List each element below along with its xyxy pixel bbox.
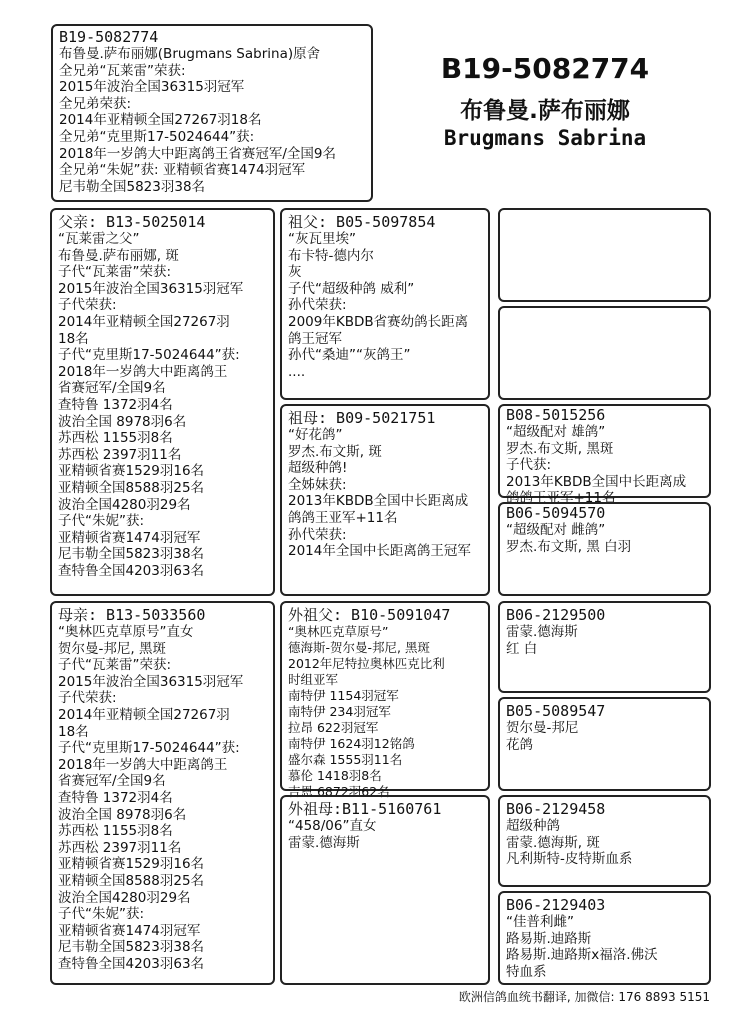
pedigree-line: “458/06”直女 (288, 818, 377, 834)
dam-box (50, 601, 275, 985)
great-grandparent-box-4 (498, 502, 711, 596)
pedigree-line: 2013年KBDB全国中长距离成 (506, 473, 687, 490)
pedigree-line: 拉昂 622羽冠军 (288, 720, 379, 735)
pedigree-line: 布卡特-德内尔 (288, 247, 374, 264)
pedigree-line: “超级配对 雌鸽” (506, 522, 606, 538)
pedigree-line: 超级种鸽 (506, 818, 560, 834)
pedigree-line: 子代“朱妮”获: (58, 906, 145, 923)
pedigree-line: 2014年亚精顿全国27267羽18名 (59, 112, 262, 129)
pedigree-line: 尼韦勒全国5823羽38名 (58, 939, 205, 956)
pedigree-line: 子代“朱妮”获: (58, 513, 145, 530)
pedigree-line: 花鸽 (506, 736, 533, 753)
pedigree-line: 南特伊 1154羽冠军 (288, 688, 399, 703)
pedigree-line: 2014年全国中长距离鸽王冠军 (288, 543, 471, 560)
great-grandparent-box-6 (498, 697, 711, 791)
paternal-granddam-box (280, 404, 490, 596)
great-grandparent-box-2 (498, 306, 711, 400)
pedigree-line: 2009年KBDB省赛幼鸽长距离 (288, 313, 469, 330)
pedigree-line: 查特鲁 1372羽4名 (58, 789, 173, 806)
pedigree-line: 亚精顿省赛1474羽冠军 (58, 529, 201, 546)
pedigree-line: 南特伊 234羽冠军 (288, 704, 391, 719)
maternal-grandsire-box (280, 601, 490, 799)
ring-number-heading: 祖母: B09-5021751 (288, 409, 436, 427)
sire-box (50, 208, 275, 596)
maternal-granddam-box (280, 795, 490, 985)
pedigree-line: 苏西松 1155羽8名 (58, 430, 173, 447)
pedigree-line: 波治全国 8978羽6名 (58, 413, 187, 430)
subject-box (51, 24, 373, 202)
pedigree-line: 2014年亚精顿全国27267羽 (58, 313, 230, 330)
pedigree-line: 灰 (288, 264, 302, 281)
pedigree-line: 子代获: (506, 457, 552, 474)
pedigree-line: “瓦莱雷之父” (58, 231, 140, 247)
ring-number-heading: B06-2129403 (506, 896, 606, 914)
pedigree-line: 雷蒙.德海斯, 斑 (506, 834, 600, 851)
pedigree-line: 鸽鸽王亚军+11名 (288, 509, 398, 526)
pedigree-line: 2018年一岁鸽大中距离鸽王 (58, 363, 228, 380)
pedigree-line: 苏西松 1155羽8名 (58, 823, 173, 840)
pedigree-line: 2018年一岁鸽大中距离鸽王省赛冠军/全国9名 (59, 145, 336, 162)
pedigree-line: 慕伦 1418羽8名 (288, 768, 382, 783)
pedigree-line: 时组亚军 (288, 672, 339, 687)
pigeon-ring-number: B19-5082774 (440, 52, 650, 85)
pedigree-line: 全兄弟“朱妮”获: 亚精顿省赛1474羽冠军 (59, 162, 306, 179)
pedigree-line: 罗杰.布文斯, 黑斑 (506, 440, 614, 457)
ring-number-heading: 外祖母:B11-5160761 (288, 800, 442, 818)
ring-number-heading: B19-5082774 (59, 28, 159, 46)
ring-number-heading: B05-5089547 (506, 702, 606, 720)
pedigree-line: 查特鲁全国4203羽63名 (58, 562, 205, 579)
pedigree-line: 全兄弟“克里斯17-5024644”获: (59, 128, 255, 145)
ring-number-heading: B06-5094570 (506, 504, 606, 522)
pedigree-line: 罗杰.布文斯, 黑 白羽 (506, 538, 632, 555)
pigeon-name-chinese: 布鲁曼.萨布丽娜 (460, 98, 630, 124)
pedigree-line: 路易斯.迪路斯x福洛.佛沃 (506, 947, 658, 964)
pedigree-line: 18名 (58, 330, 89, 347)
pigeon-name-english: Brugmans Sabrina (443, 126, 647, 150)
pedigree-line: 孙代荣获: (288, 297, 347, 314)
pedigree-line: 2015年波治全国36315羽冠军 (58, 280, 244, 297)
pedigree-line: 特血系 (506, 963, 547, 980)
translation-contact-footer: 欧洲信鸽血统书翻译, 加微信: 176 8893 5151 (458, 990, 710, 1004)
pedigree-line: 省赛冠军/全国9名 (58, 773, 166, 790)
pedigree-line: 2015年波治全国36315羽冠军 (58, 673, 244, 690)
pedigree-line: 波治全国4280羽29名 (58, 496, 191, 513)
pedigree-line: 子代“克里斯17-5024644”获: (58, 347, 240, 364)
pedigree-line: 全兄弟“瓦莱雷”荣获: (59, 62, 186, 79)
pedigree-line: 2013年KBDB全国中长距离成 (288, 493, 469, 510)
pedigree-line: 孙代荣获: (288, 526, 347, 543)
pedigree-line: 全姊妹获: (288, 476, 347, 493)
pedigree-line: 亚精顿全国8588羽25名 (58, 872, 205, 889)
pedigree-line: 盛尔森 1555羽11名 (288, 752, 403, 767)
pedigree-line: 省赛冠军/全国9名 (58, 380, 166, 397)
pedigree-line: “佳普利雌” (506, 914, 574, 930)
pedigree-line: 全兄弟荣获: (59, 95, 132, 112)
pedigree-line: 孙代“桑迪”“灰鸽王” (288, 347, 411, 364)
paternal-grandsire-box (280, 208, 490, 400)
pedigree-line: 2018年一岁鸽大中距离鸽王 (58, 756, 228, 773)
pedigree-line: 子代“瓦莱雷”荣获: (58, 657, 172, 674)
pedigree-line: 尼韦勒全国5823羽38名 (58, 546, 205, 563)
pedigree-line: 波治全国4280羽29名 (58, 889, 191, 906)
pedigree-line: “超级配对 雄鸽” (506, 424, 606, 440)
pedigree-line: 子代荣获: (58, 690, 117, 707)
pedigree-line: 子代“超级种鸽 威利” (288, 280, 415, 297)
pedigree-line: 亚精顿全国8588羽25名 (58, 479, 205, 496)
pedigree-line: “好花鸽” (288, 427, 343, 443)
ring-number-heading: 父亲: B13-5025014 (58, 213, 206, 231)
pedigree-line: 贺尔曼-邦尼, 黑斑 (58, 640, 166, 657)
pedigree-line: 红 白 (506, 640, 538, 657)
pedigree-line: 18名 (58, 723, 89, 740)
ring-number-heading: B06-2129500 (506, 606, 606, 624)
pedigree-line: 超级种鸽! (288, 460, 348, 477)
pedigree-line: 2012年尼特拉奥林匹克比利 (288, 656, 445, 671)
pedigree-line: 2015年波治全国36315羽冠军 (59, 79, 245, 96)
pedigree-line: “灰瓦里埃” (288, 231, 356, 247)
pedigree-line: 布鲁曼.萨布丽娜, 斑 (58, 247, 179, 264)
great-grandparent-box-1 (498, 208, 711, 302)
pedigree-line: “奥林匹克草原号”直女 (58, 624, 194, 640)
pedigree-line: 鸽鸽王亚军+11名 (506, 490, 616, 507)
ring-number-heading: 外祖父: B10-5091047 (288, 606, 451, 624)
ring-number-heading: 祖父: B05-5097854 (288, 213, 436, 231)
pedigree-line: 苏西松 2397羽11名 (58, 446, 182, 463)
pedigree-line: 查特鲁全国4203羽63名 (58, 955, 205, 972)
great-grandparent-box-7 (498, 795, 711, 887)
ring-number-heading: B08-5015256 (506, 406, 606, 424)
great-grandparent-box-5 (498, 601, 711, 693)
pedigree-line: 德海斯-贺尔曼-邦尼, 黑斑 (288, 640, 430, 655)
pedigree-line: 贺尔曼-邦尼 (506, 720, 579, 736)
pedigree-line: 凡利斯特-皮特斯血系 (506, 851, 633, 868)
pedigree-line: 南特伊 1624羽12铭鸽 (288, 736, 415, 751)
pedigree-line: 罗杰.布文斯, 斑 (288, 443, 382, 460)
great-grandparent-box-8 (498, 891, 711, 985)
pedigree-line: 查特鲁 1372羽4名 (58, 396, 173, 413)
pedigree-line: 亚精顿省赛1474羽冠军 (58, 922, 201, 939)
pedigree-line: 雷蒙.德海斯 (288, 834, 360, 851)
pedigree-line: 亚精顿省赛1529羽16名 (58, 463, 205, 480)
pedigree-line: 苏西松 2397羽11名 (58, 839, 182, 856)
pedigree-line: 子代荣获: (58, 297, 117, 314)
pedigree-line: 尼韦勒全国5823羽38名 (59, 178, 206, 195)
pedigree-line: 波治全国 8978羽6名 (58, 806, 187, 823)
pedigree-line: “奥林匹克草原号” (288, 624, 389, 639)
pedigree-line: 布鲁曼.萨布丽娜(Brugmans Sabrina)原舍 (59, 46, 321, 62)
great-grandparent-box-3 (498, 404, 711, 507)
pedigree-line: 子代“瓦莱雷”荣获: (58, 264, 172, 281)
pedigree-line: 吉恩 6872羽62名 (288, 784, 390, 799)
pedigree-line: 子代“克里斯17-5024644”获: (58, 740, 240, 757)
pedigree-line: 鸽王冠军 (288, 330, 342, 347)
ring-number-heading: B06-2129458 (506, 800, 606, 818)
pedigree-line: .... (288, 363, 306, 380)
pedigree-line: 路易斯.迪路斯 (506, 930, 592, 947)
pedigree-line: 亚精顿省赛1529羽16名 (58, 856, 205, 873)
ring-number-heading: 母亲: B13-5033560 (58, 606, 206, 624)
pedigree-line: 雷蒙.德海斯 (506, 624, 578, 640)
pedigree-line: 2014年亚精顿全国27267羽 (58, 706, 230, 723)
